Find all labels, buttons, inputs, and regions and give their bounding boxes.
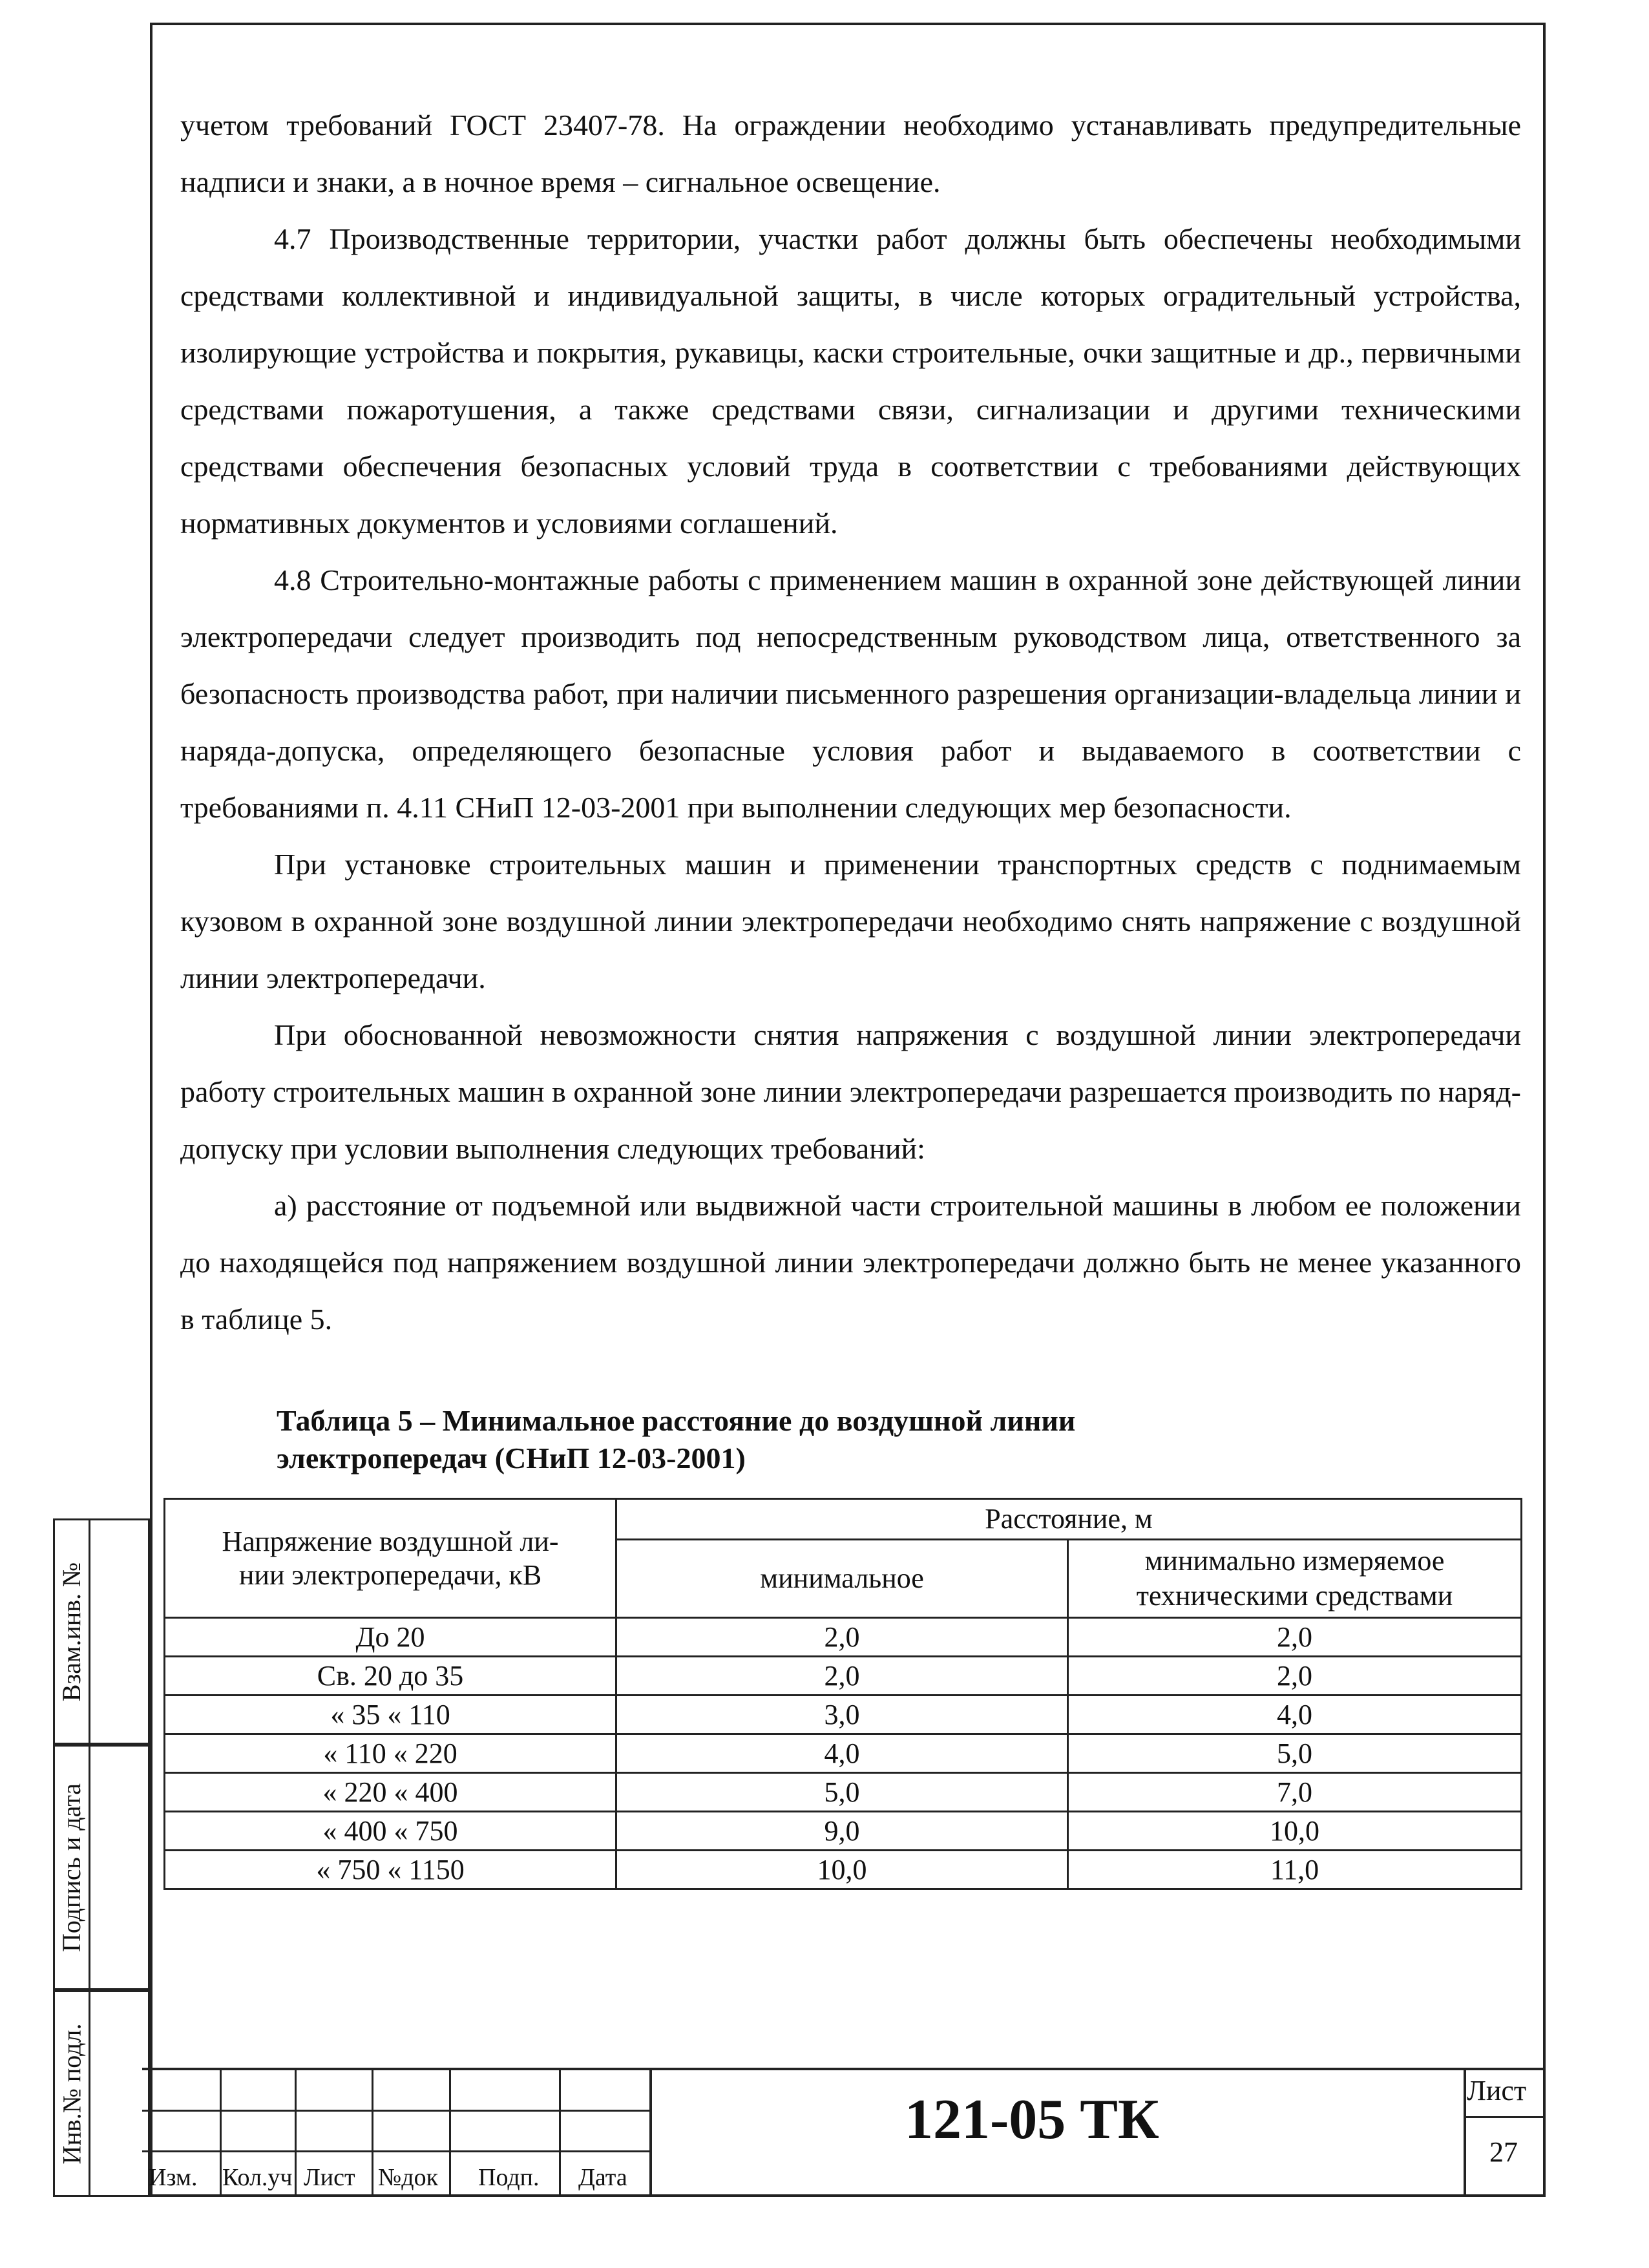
body-text [180, 97, 1521, 1348]
cell-voltage: До 20 [165, 1618, 616, 1657]
cell-min: 5,0 [616, 1773, 1068, 1812]
table-row [165, 1851, 1522, 1889]
cell-min: 10,0 [616, 1851, 1068, 1889]
stamp-izm: Изм. [149, 2164, 198, 2191]
table-caption [277, 1402, 1504, 1477]
header-minimal: минимальное [616, 1540, 1068, 1618]
cell-min: 2,0 [616, 1618, 1068, 1657]
header-voltage: Напряжение воздушной ли- нии электропередачи, кВ [165, 1499, 616, 1618]
cell-min: 2,0 [616, 1657, 1068, 1696]
table-row [165, 1657, 1522, 1696]
label-replaced-inv: Взам.инв. № [57, 1562, 87, 1701]
sidebar-field-replaced [90, 1518, 150, 1745]
cell-voltage: « 400 « 750 [165, 1812, 616, 1851]
cell-voltage: « 750 « 1150 [165, 1851, 616, 1889]
document-code: 121-05 ТК [905, 2088, 1159, 2151]
table-row [165, 1696, 1522, 1734]
paragraph-work-permit: При обоснованной невозможности снятия напряжения с воздушной линии электропередачи работу строительных машин в охранной зоне линии электропередачи разрешается производить по наряд-допуску при условии выполнения следующих требований: [180, 1018, 1521, 1165]
cell-min: 4,0 [616, 1734, 1068, 1773]
paragraph-4-8: 4.8 Строительно-монтажные работы с применением машин в охранной зоне действующей линии электропередачи следует производить под непосредственным руководством лица, ответственного за безопасность производства работ, при наличии письменного разрешения организации-владельца линии и наряда-допуска, определяющего безопасные условия работ и выдаваемого в соответствии с требованиями п. 4.11 СНиП 12-03-2001 при выполнении следующих мер безопасности. [180, 563, 1521, 824]
table-row [165, 1734, 1522, 1773]
paragraph-requirement-a: а) расстояние от подъемной или выдвижной части строительной машины в любом ее положении до находящейся под напряжением воздушной линии электропередачи должно быть не менее указанного в таблице 5. [180, 1189, 1521, 1336]
cell-min: 3,0 [616, 1696, 1068, 1734]
cell-measured: 7,0 [1068, 1773, 1522, 1812]
sheet-number: 27 [1489, 2136, 1518, 2168]
sidebar-field-original [90, 1990, 150, 2197]
table-row [165, 1618, 1522, 1657]
sheet-label: Лист [1467, 2075, 1527, 2106]
cell-voltage: « 220 « 400 [165, 1773, 616, 1812]
cell-measured: 11,0 [1068, 1851, 1522, 1889]
paragraph-machines: При установке строительных машин и применении транспортных средств с поднимаемым кузовом в охранной зоне воздушной линии электропередачи необходимо снять напряжение с воздушной линии электропередачи. [180, 848, 1521, 994]
paragraph-4-7: 4.7 Производственные территории, участки работ должны быть обеспечены необходимыми средствами коллективной и индивидуальной защиты, в числе которых оградительный устройства, изолирующие устройства и покрытия, рукавицы, каски строительные, очки защитные и др., первичными средствами пожаротушения, а также средствами связи, сигнализации и другими техническими средствами обеспечения безопасных условий труда в соответствии с требованиями действующих нормативных документов и условиями соглашений. [180, 222, 1521, 540]
stamp-list: Лист [304, 2164, 355, 2191]
header-measured: минимально измеряемое техническими средствами [1068, 1540, 1522, 1618]
label-original-inv: Инв.№ подл. [57, 2023, 87, 2164]
stamp-kol-uch: Кол.уч [222, 2164, 293, 2191]
cell-voltage: Св. 20 до 35 [165, 1657, 616, 1696]
cell-measured: 2,0 [1068, 1657, 1522, 1696]
paragraph-1: учетом требований ГОСТ 23407-78. На ограждении необходимо устанавливать предупредительные надписи и знаки, а в ночное время – сигнальное освещение. [180, 109, 1521, 198]
cell-measured: 2,0 [1068, 1618, 1522, 1657]
cell-measured: 10,0 [1068, 1812, 1522, 1851]
approval-sidebar [53, 1518, 150, 2197]
cell-measured: 4,0 [1068, 1696, 1522, 1734]
table-row [165, 1812, 1522, 1851]
table-caption-line-1: Таблица 5 – Минимальное расстояние до воздушной линии [277, 1404, 1076, 1437]
title-block [142, 2068, 1546, 2197]
table-caption-line-2: электропередач (СНиП 12-03-2001) [277, 1442, 746, 1475]
table-row [165, 1773, 1522, 1812]
stamp-data: Дата [578, 2164, 627, 2191]
cell-measured: 5,0 [1068, 1734, 1522, 1773]
header-distance: Расстояние, м [616, 1499, 1522, 1540]
cell-min: 9,0 [616, 1812, 1068, 1851]
cell-voltage: « 35 « 110 [165, 1696, 616, 1734]
stamp-n-dok: №док [378, 2164, 439, 2191]
cell-voltage: « 110 « 220 [165, 1734, 616, 1773]
stamp-podp: Подп. [478, 2164, 540, 2191]
label-signature-date: Подпись и дата [57, 1783, 87, 1952]
distance-table [163, 1498, 1522, 1890]
sidebar-field-signature [90, 1745, 150, 1990]
